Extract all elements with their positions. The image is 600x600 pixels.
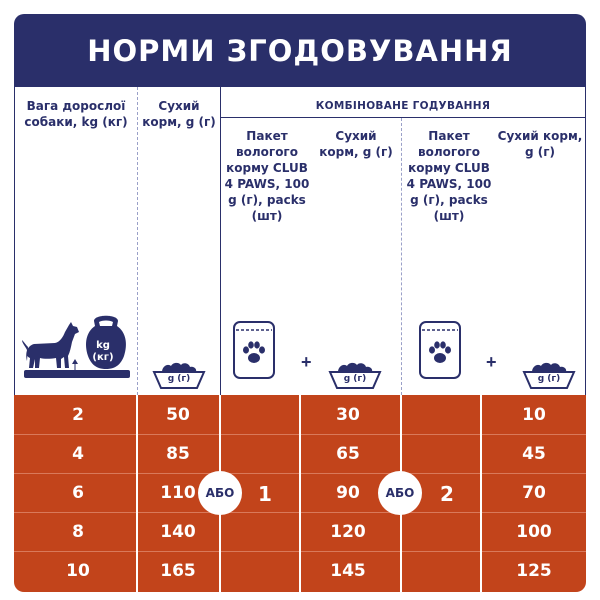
weight-cell: 2 — [72, 405, 84, 425]
combined-feeding-header: КОМБІНОВАНЕ ГОДУВАННЯ — [315, 100, 491, 112]
wet-pack-header-1: Пакет вологого корму CLUB 4 PAWS, 100 g (г), packs (шт) — [224, 129, 310, 223]
option1-dry-cell: 65 — [336, 444, 360, 464]
wet-food-pack-icon-1 — [232, 320, 276, 380]
combined-underline — [221, 117, 585, 118]
option1-packs: 1 — [258, 482, 272, 506]
kettlebell-label: kg (кг) — [92, 340, 114, 363]
dry-food-combined-header-2: Сухий корм, g (г) — [497, 129, 583, 159]
weight-cell: 6 — [72, 483, 84, 503]
right-border — [585, 87, 586, 395]
feeding-chart-card — [14, 14, 586, 592]
dry-cell: 110 — [160, 483, 196, 503]
bowl-label-3: g (г) — [537, 374, 561, 384]
col-divider-2 — [220, 87, 221, 395]
option1-dry-cell: 90 — [336, 483, 360, 503]
col-divider-1 — [137, 87, 138, 395]
wet-pack-header-2: Пакет вологого корму CLUB 4 PAWS, 100 g (г), packs (шт) — [406, 129, 492, 223]
plus-sign-2: + — [486, 352, 497, 372]
or-badge-1: АБО — [198, 471, 242, 515]
option2-dry-cell: 70 — [522, 483, 546, 503]
dry-cell: 50 — [166, 405, 190, 425]
weight-header: Вага дорослої собаки, kg (кг) — [24, 99, 128, 129]
weight-cell: 8 — [72, 522, 84, 542]
option1-dry-cell: 120 — [330, 522, 366, 542]
feeding-data-table — [14, 395, 586, 592]
dry-cell: 165 — [160, 561, 196, 581]
wet-food-pack-icon-2 — [418, 320, 462, 380]
option1-dry-cell: 30 — [336, 405, 360, 425]
dry-cell: 140 — [160, 522, 196, 542]
dry-food-combined-header-1: Сухий корм, g (г) — [319, 129, 393, 159]
option2-dry-cell: 100 — [516, 522, 552, 542]
weight-cell: 4 — [72, 444, 84, 464]
plus-sign-1: + — [301, 352, 312, 372]
col-divider — [480, 395, 482, 592]
col-divider-3 — [401, 118, 402, 395]
option2-dry-cell: 125 — [516, 561, 552, 581]
bowl-label-2: g (г) — [343, 374, 367, 384]
or-badge-2: АБО — [378, 471, 422, 515]
option2-dry-cell: 45 — [522, 444, 546, 464]
option2-dry-cell: 10 — [522, 405, 546, 425]
left-border — [14, 87, 15, 395]
page-title: НОРМИ ЗГОДОВУВАННЯ — [14, 14, 586, 87]
option2-packs: 2 — [440, 482, 454, 506]
dry-food-header: Сухий корм, g (г) — [142, 99, 216, 129]
dry-cell: 85 — [166, 444, 190, 464]
bowl-label-1: g (г) — [167, 374, 191, 384]
col-divider — [299, 395, 301, 592]
option1-dry-cell: 145 — [330, 561, 366, 581]
weight-cell: 10 — [66, 561, 90, 581]
